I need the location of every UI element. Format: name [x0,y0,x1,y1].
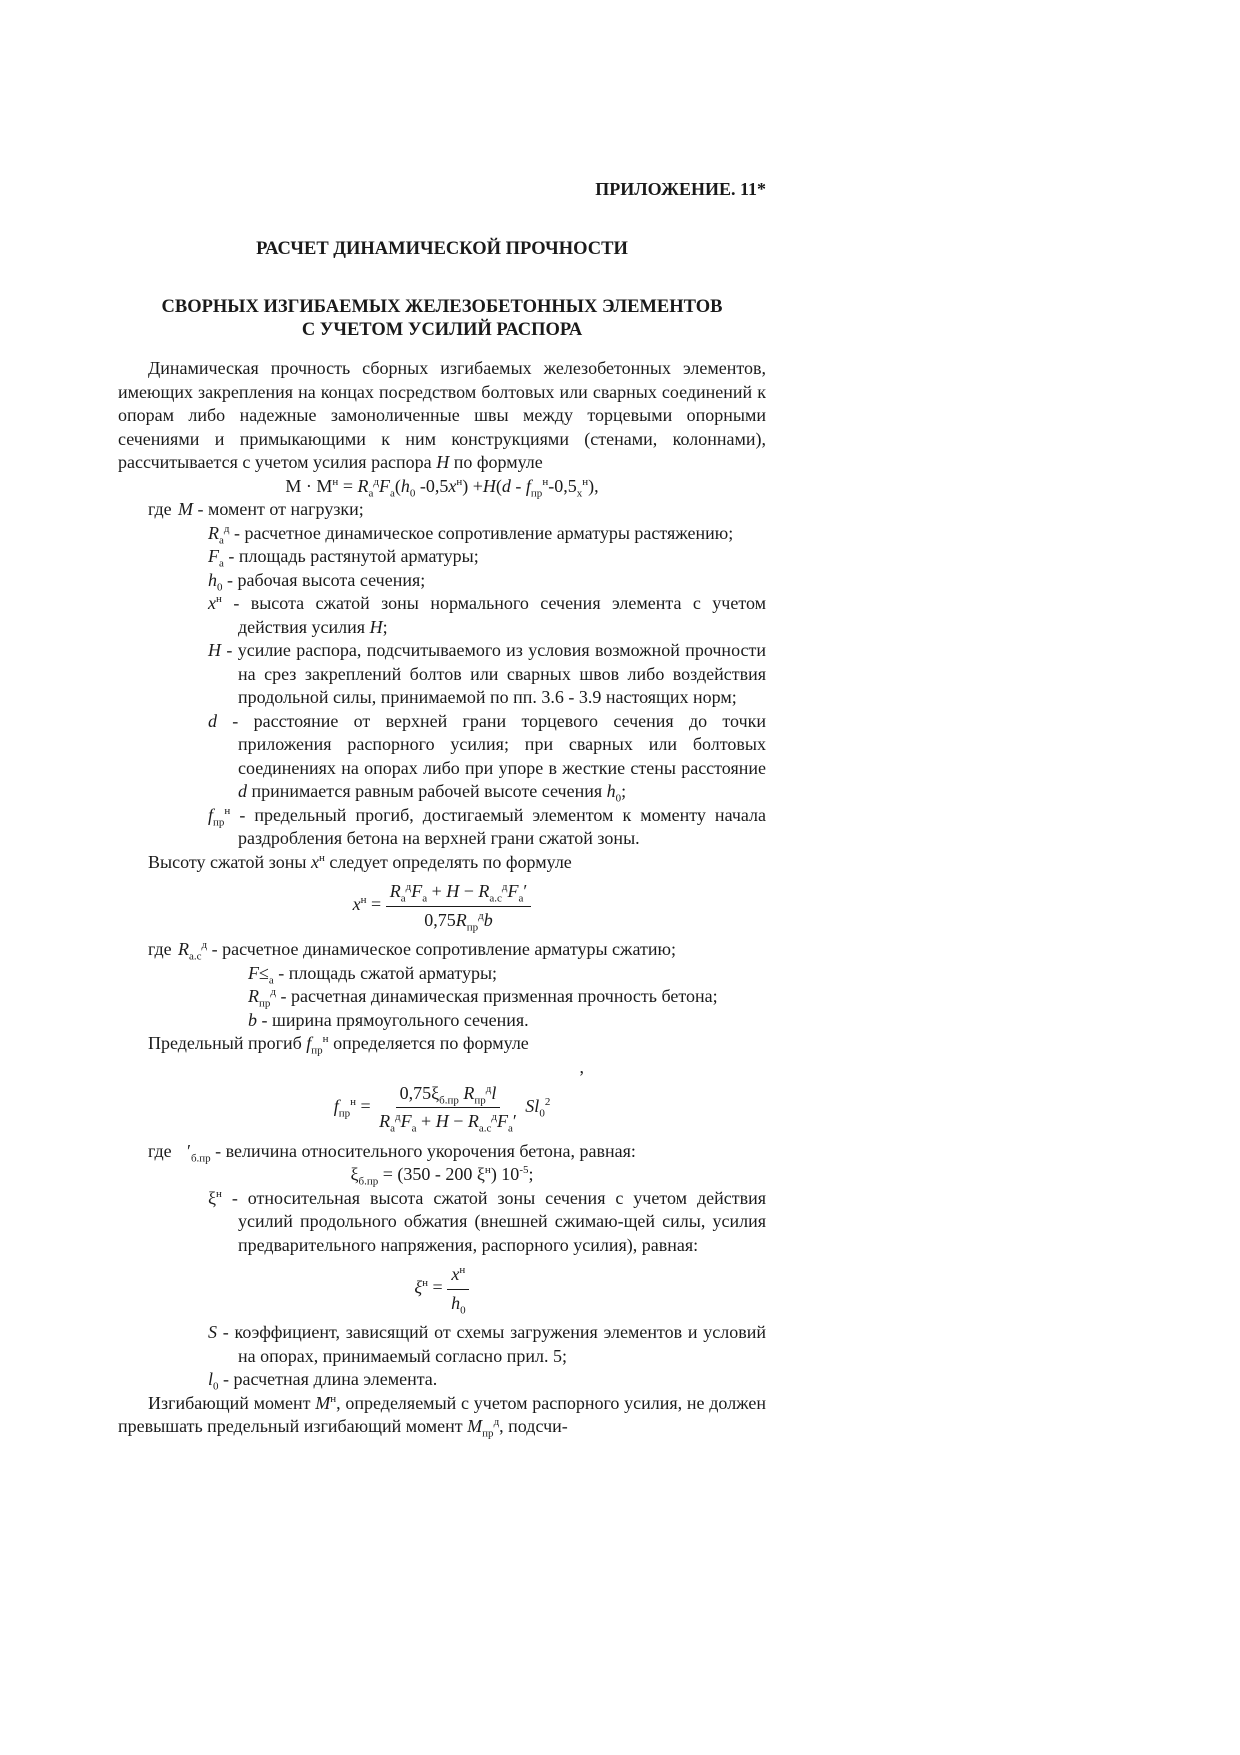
def-H: H - усилие распора, подсчитываемого из условия возможной прочности на срез закреплений болтов или сварных швов либо воздействия продольной силы, принимаемой по пп. 3.6 - 3.9 настоящих норм; [208,640,767,707]
fraction-xn: $\frac{R_а^дF_а + H - R_{а.с}^дF_а'}{0,75R_{пр}^дb}$ [386,880,532,932]
def-F: $F\le_а$ - площадь сжатой арматуры; [248,962,498,987]
intro-paragraph: Динамическая прочность сборных изгибаемых железобетонных элементов, имеющих закрепления на концах посредством болтовых или сварных соединений к опорам либо надежные замоноличенные швы между торцевыми опорными сечениями и примыкающими к ним конструкциями (стенами, колоннами), рассчитывается с учетом усилия распора H по формуле [118,358,766,472]
fraction-fpr: $\frac{0,75\xi_{б.пр} R_{пр}^дl}{R_а^дF_а + H - R_{а.с}^дF_а'}$ [379,1082,517,1135]
formula-xn: $x^н$ = $\frac{R_а^дF_а + H - R_{а.с}^дF_а'}{0,75R_{пр}^дb}$ [118,880,766,932]
def-Fa: $F_а$ - площадь растянутой арматуры; [208,546,479,570]
limit-paragraph: Предельный прогиб $f_{пр}^н$ определяется по формуле [148,1033,529,1057]
def-xi: $'_{б.пр}$ - величина относительного укорочения бетона, равная: [178,1140,636,1165]
where-row-Rac [118,938,766,962]
title-line-2a: СВОРНЫХ ИЗГИБАЕМЫХ ЖЕЛЕЗОБЕТОННЫХ ЭЛЕМЕНТОВ [161,297,723,317]
def-d: d - расстояние от верхней грани торцевого сечения до точки приложения распорного усилия; при сварных или болтовых соединениях на опорах либо при упоре в жесткие стены расстояние d принимается равным рабочей высоте сечения $h_0$; [208,710,766,805]
formula-moment: $M \cdot M^н = R_а^дF_а(h_0$ $-0,5x^н) +H(d - f_{пр}^н-0,5_x^н)$, [285,475,599,500]
appendix-heading: ПРИЛОЖЕНИЕ. 11* [595,179,766,199]
def-Ra: $R_а^д$ - расчетное динамическое сопротивление арматуры растяжению; [208,522,734,547]
fraction-xin: $\frac{x^н}{h_0}$ [447,1263,470,1315]
def-Rac: $R_{а.с}^д$ - расчетное динамическое сопротивление арматуры сжатию; [178,939,676,963]
where-label-3: где [148,1140,172,1161]
stray-comma: , [579,1056,584,1077]
def-fpr: $f_{пр}^н$ - предельный прогиб, достигаемый элементом к моменту начала раздробления бетона на верхней грани сжатой зоны. [208,804,767,848]
def-M: M - момент от нагрузки; [178,499,364,519]
height-paragraph: Высоту сжатой зоны $x^н$ следует определять по формуле [148,851,572,872]
formula-xin: $\xi^н$ = $\frac{x^н}{h_0}$ [118,1263,766,1315]
def-S: S - коэффициент, зависящий от схемы загружения элементов и условий на опорах, принимаемый согласно прил. 5; [208,1322,767,1366]
final-paragraph: Изгибающий момент $M^н$, определяемый с учетом распорного усилия, не должен превышать предельный изгибающий момент $M_{пр}^д$, подсчи- [118,1392,766,1440]
title-line-2 [118,296,766,342]
where-label: где [148,499,172,519]
def-Rpr: $R_{пр}^д$ - расчетная динамическая призменная прочность бетона; [248,986,718,1010]
def-xn: $x^н$ - высота сжатой зоны нормального сечения элемента с учетом действия усилия H; [208,593,766,637]
where-row-M [118,498,766,522]
def-h0: $h_0$ - рабочая высота сечения; [208,569,426,594]
document-body [118,357,766,1439]
def-xin: $\xi^н$ - относительная высота сжатой зоны сечения с учетом действия усилий продольного обжатия (внешней сжимаю-щей силы, усилия предварительного напряжения, распорного усилия), равная: [208,1187,767,1255]
where-label-2: где [148,939,172,959]
formula-xi: $\xi_{б.пр} = (350 - 200$ $\xi^н$) $10^{-5}$; [350,1164,534,1188]
title-line-2b: С УЧЕТОМ УСИЛИЙ РАСПОРА [301,320,583,340]
def-b: b - ширина прямоугольного сечения. [248,1009,529,1030]
formula-fpr: $f_{пр}^н$ = $\frac{0,75\xi_{б.пр} R_{пр}^дl}{R_а^дF_а + H - R_{а.с}^дF_а'}$ $Sl_0^2$ [333,1082,551,1135]
where-row-xi [118,1140,766,1164]
title-line-1: РАСЧЕТ ДИНАМИЧЕСКОЙ ПРОЧНОСТИ [256,239,628,259]
def-l0: $l_0$ - расчетная длина элемента. [208,1369,438,1393]
